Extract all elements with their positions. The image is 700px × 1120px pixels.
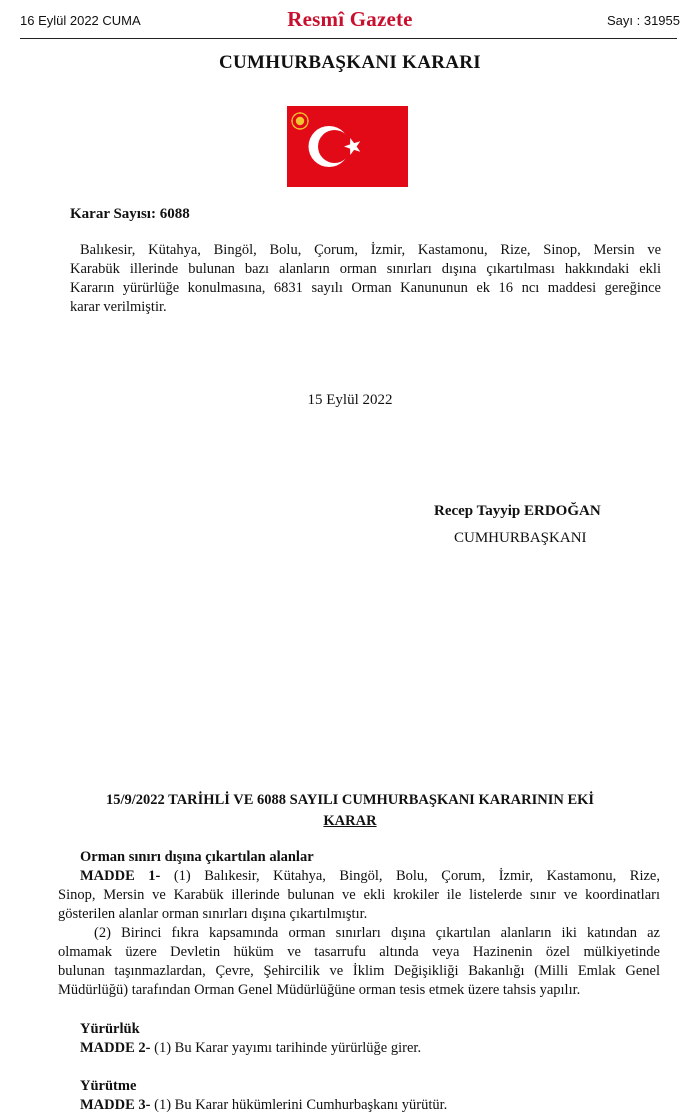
annex-title (0, 790, 700, 832)
madde-2-text: (1) Bu Karar yayımı tarihinde yürürlüğe girer. (150, 1040, 422, 1056)
madde-1-p2-line: bulunan taşınmazlardan, Çevre, Şehircilik ve İklim Değişikliği Bakanlığı (Milli Emlak Genel (58, 963, 660, 979)
madde-2-section (80, 1020, 660, 1058)
madde-1-p2-line: olmamak üzere Devletin hüküm ve tasarrufu altında veya Hazinenin özel mülkiyetinde (58, 944, 660, 960)
header-divider (20, 38, 677, 39)
annex-title-line1: 15/9/2022 TARİHLİ VE 6088 SAYILI CUMHURBAŞKANI KARARININ EKİ (105, 792, 595, 808)
section-heading-orman: Orman sınırı dışına çıkartılan alanlar (80, 849, 314, 865)
preamble-line: karar verilmiştir. (70, 299, 167, 315)
preamble-line: Kararın yürürlüğe konulmasına, 6831 sayılı Orman Kanununun ek 16 ncı maddesi gereğince (70, 280, 661, 296)
annex-title-line2: KARAR (323, 813, 377, 829)
gazette-issue-number: Sayı : 31955 (607, 13, 680, 28)
preamble-line: Balıkesir, Kütahya, Bingöl, Bolu, Çorum, İzmir, Kastamonu, Rize, Sinop, Mersin ve (80, 242, 661, 258)
madde-1-p2-line: Müdürlüğü) tarafından Orman Genel Müdürlüğüne orman tesis etmek üzere tahsis yapılır. (58, 982, 581, 998)
signer-name: Recep Tayyip ERDOĞAN (434, 503, 601, 519)
madde-3-section (80, 1077, 660, 1115)
madde-3-label: MADDE 3- (80, 1097, 151, 1113)
gazette-date: 16 Eylül 2022 CUMA (20, 13, 141, 28)
document-title: CUMHURBAŞKANI KARARI (219, 52, 481, 73)
madde-2-label: MADDE 2- (80, 1040, 151, 1056)
madde-1-label: MADDE 1- (80, 868, 161, 884)
turkish-flag-icon (287, 106, 408, 187)
decision-date: 15 Eylül 2022 (307, 392, 393, 408)
madde-1-p2-line: (2) Birinci fıkra kapsamında orman sınırları dışına çıkartılan alanların iki katından az (94, 925, 660, 941)
madde-3-line (80, 1096, 660, 1115)
preamble-paragraph (70, 241, 661, 317)
decision-number: Karar Sayısı: 6088 (70, 206, 190, 222)
gazette-name: Resmî Gazete (287, 7, 413, 31)
madde-3-text: (1) Bu Karar hükümlerini Cumhurbaşkanı yürütür. (150, 1097, 448, 1113)
madde-1-text: (1) Balıkesir, Kütahya, Bingöl, Bolu, Çorum, İzmir, Kastamonu, Rize, (160, 868, 660, 884)
signer-title: CUMHURBAŞKANI (454, 530, 587, 546)
madde-1-section (58, 848, 660, 1000)
madde-1-line: Sinop, Mersin ve Karabük illerinde bulunan ve ekli krokiler ile listelerde sınır ve koordinatları (58, 887, 660, 903)
madde-1-line (80, 867, 660, 886)
section-heading-yurutme: Yürütme (80, 1078, 137, 1094)
section-heading-yururluk: Yürürlük (80, 1021, 140, 1037)
madde-1-line: gösterilen alanlar orman sınırları dışına çıkartılmıştır. (58, 906, 368, 922)
preamble-line: Karabük illerinde bulunan bazı alanların orman sınırları dışına çıkartılması hakkındaki ekli (70, 261, 661, 277)
madde-2-line (80, 1039, 660, 1058)
